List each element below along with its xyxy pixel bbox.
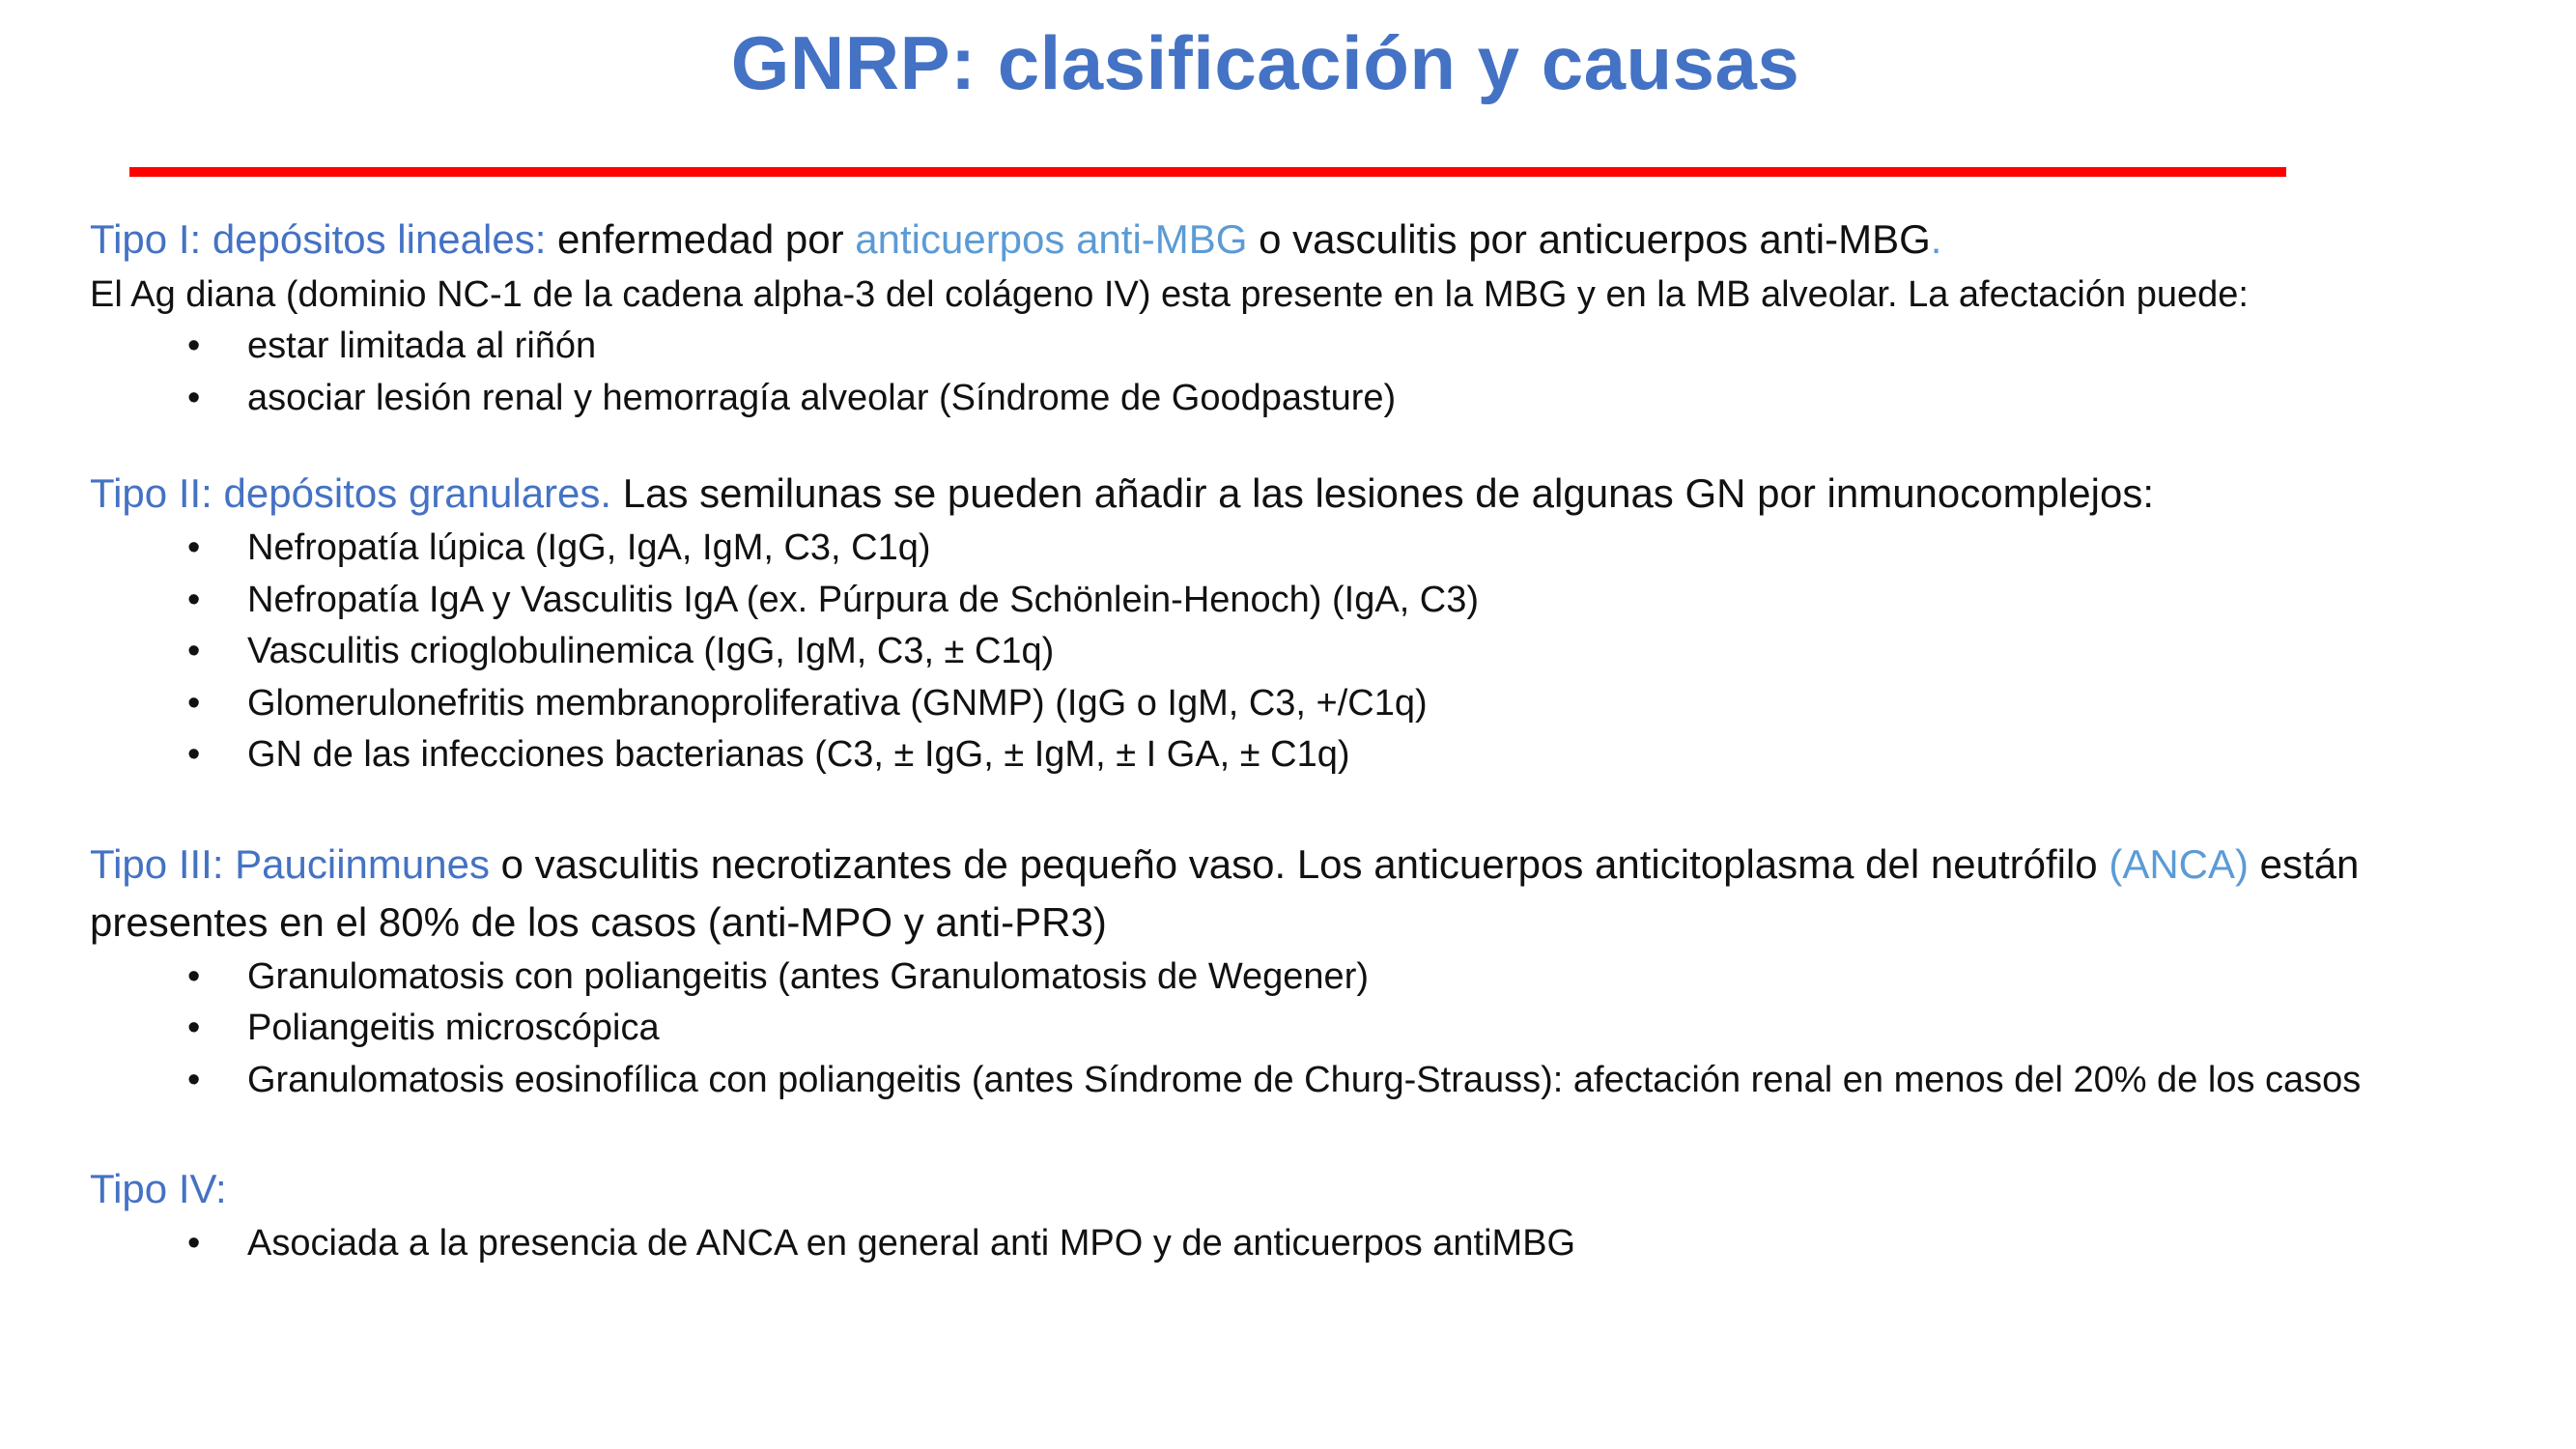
section-tipo-3 — [90, 836, 2543, 1107]
slide-title: GNRP: clasificación y causas — [730, 20, 1800, 105]
spacer — [90, 781, 2543, 836]
list-item-text: Granulomatosis con poliangeitis (antes Granulomatosis de Wegener) — [247, 955, 1370, 997]
tipo-3-label: Tipo III: Pauciinmunes — [90, 840, 490, 887]
tipo-2-text: Las semilunas se pueden añadir a las lesiones de algunas GN por inmunocomplejos: — [611, 470, 2155, 516]
tipo-3-text-a: o vasculitis necrotizantes de pequeño vaso. Los anticuerpos anticitoplasma del neutrófilo — [489, 840, 2109, 887]
list-item — [90, 321, 2543, 373]
list-item-text: asociar lesión renal y hemorragía alveolar (Síndrome de Goodpasture) — [247, 377, 1397, 418]
tipo-4-heading — [90, 1160, 2543, 1218]
list-item — [90, 1003, 2543, 1055]
tipo-1-text-a: enfermedad por — [546, 216, 856, 262]
list-item — [90, 626, 2543, 678]
section-tipo-1 — [90, 211, 2543, 424]
bullet-icon: • — [187, 527, 201, 568]
tipo-1-label: Tipo I: depósitos lineales: — [90, 216, 547, 262]
spacer — [90, 1106, 2543, 1160]
tipo-2-bullet-list — [90, 523, 2543, 781]
tipo-2-label: Tipo II: depósitos granulares. — [90, 470, 612, 516]
tipo-1-highlight: anticuerpos anti-MBG — [855, 216, 1248, 262]
list-item — [90, 373, 2543, 425]
tipo-4-bullet-list — [90, 1218, 2543, 1270]
list-item-text: Nefropatía lúpica (IgG, IgA, IgM, C3, C1q) — [247, 527, 931, 568]
list-item-text: GN de las infecciones bacterianas (C3, ± IgG, ± IgM, ± I GA, ± C1q) — [247, 734, 1350, 775]
bullet-icon: • — [187, 682, 201, 724]
list-item-text: Granulomatosis eosinofílica con poliangeitis (antes Síndrome de Churg-Strauss): afectación renal en menos del 20% de los casos — [247, 1059, 2362, 1100]
list-item-text: estar limitada al riñón — [247, 326, 597, 366]
list-item — [90, 952, 2543, 1004]
tipo-2-heading — [90, 465, 2543, 523]
slide-content — [90, 211, 2543, 1270]
tipo-1-bullet-list — [90, 321, 2543, 424]
list-item — [90, 523, 2543, 575]
list-item-text: Poliangeitis microscópica — [247, 1008, 660, 1048]
bullet-icon: • — [187, 734, 201, 775]
bullet-icon: • — [187, 579, 201, 620]
tipo-1-heading — [90, 211, 2543, 269]
bullet-icon: • — [187, 1008, 201, 1048]
bullet-icon: • — [187, 377, 201, 418]
section-tipo-2 — [90, 465, 2543, 781]
section-tipo-4 — [90, 1160, 2543, 1270]
tipo-3-text-b: están presentes en el 80% de los casos (anti-MPO y anti-PR3) — [90, 840, 2360, 945]
list-item — [90, 678, 2543, 730]
bullet-icon: • — [187, 631, 201, 671]
list-item — [90, 729, 2543, 781]
list-item — [90, 1055, 2543, 1107]
bullet-icon: • — [187, 1223, 201, 1264]
tipo-3-highlight: (ANCA) — [2109, 840, 2249, 887]
title-divider — [129, 167, 2286, 177]
list-item-text: Glomerulonefritis membranoproliferativa (GNMP) (IgG o IgM, C3, +/C1q) — [247, 682, 1428, 724]
tipo-1-text-b: o vasculitis por anticuerpos anti-MBG — [1247, 216, 1931, 262]
tipo-1-trail: . — [1930, 216, 1942, 262]
bullet-icon: • — [187, 326, 201, 366]
list-item — [90, 575, 2543, 627]
tipo-1-paragraph: El Ag diana (dominio NC-1 de la cadena alpha-3 del colágeno IV) esta presente en la MBG y en la MB alveolar. La afectación puede: — [90, 274, 2249, 315]
tipo-4-label: Tipo IV: — [90, 1166, 227, 1211]
tipo-3-bullet-list — [90, 952, 2543, 1107]
list-item — [90, 1218, 2543, 1270]
tipo-3-heading — [90, 836, 2543, 952]
list-item-text: Nefropatía IgA y Vasculitis IgA (ex. Púrpura de Schönlein-Henoch) (IgA, C3) — [247, 579, 1480, 620]
bullet-icon: • — [187, 955, 201, 997]
spacer — [90, 424, 2543, 465]
list-item-text: Asociada a la presencia de ANCA en general anti MPO y de anticuerpos antiMBG — [247, 1223, 1576, 1264]
bullet-icon: • — [187, 1059, 201, 1100]
list-item-text: Vasculitis crioglobulinemica (IgG, IgM, C3, ± C1q) — [247, 631, 1055, 671]
